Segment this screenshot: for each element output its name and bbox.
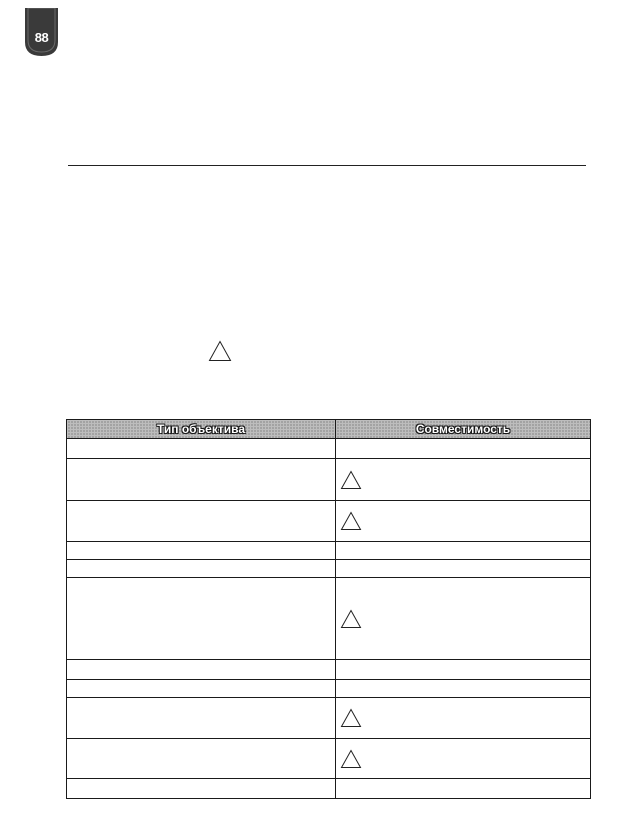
table-row [67,501,591,542]
warning-triangle-icon [340,470,362,490]
table-row [67,680,591,698]
warning-triangle-icon [340,708,362,728]
lens-type-cell [67,501,336,542]
compatibility-cell [336,698,591,739]
lens-compatibility-table [66,419,591,799]
page-number: 88 [34,30,49,45]
compatibility-cell [336,542,591,560]
table-row [67,660,591,680]
compatibility-cell [336,779,591,799]
warning-triangle-icon [340,749,362,769]
table-row [67,560,591,578]
warning-triangle-icon [208,340,232,362]
table-row [67,439,591,459]
table-row [67,698,591,739]
lens-type-cell [67,439,336,459]
lens-type-cell [67,739,336,779]
compatibility-cell [336,739,591,779]
compatibility-cell [336,501,591,542]
table-row [67,739,591,779]
lens-type-cell [67,578,336,660]
column-header-lens-type: Тип объектива [67,420,336,439]
lens-type-cell [67,542,336,560]
lens-type-cell [67,660,336,680]
compatibility-cell [336,578,591,660]
compatibility-cell [336,439,591,459]
table-row [67,578,591,660]
table-row [67,542,591,560]
column-header-compatibility: Совместимость [336,420,591,439]
warning-triangle-icon [340,609,362,629]
section-divider [68,165,586,166]
lens-type-cell [67,698,336,739]
table-header-row [67,420,591,439]
lens-type-cell [67,680,336,698]
compatibility-cell [336,680,591,698]
page-number-badge [25,8,58,56]
compatibility-cell [336,660,591,680]
warning-triangle-icon [340,511,362,531]
table-row [67,779,591,799]
lens-type-cell [67,560,336,578]
compatibility-cell [336,459,591,501]
lens-type-cell [67,459,336,501]
compatibility-cell [336,560,591,578]
table-row [67,459,591,501]
lens-type-cell [67,779,336,799]
